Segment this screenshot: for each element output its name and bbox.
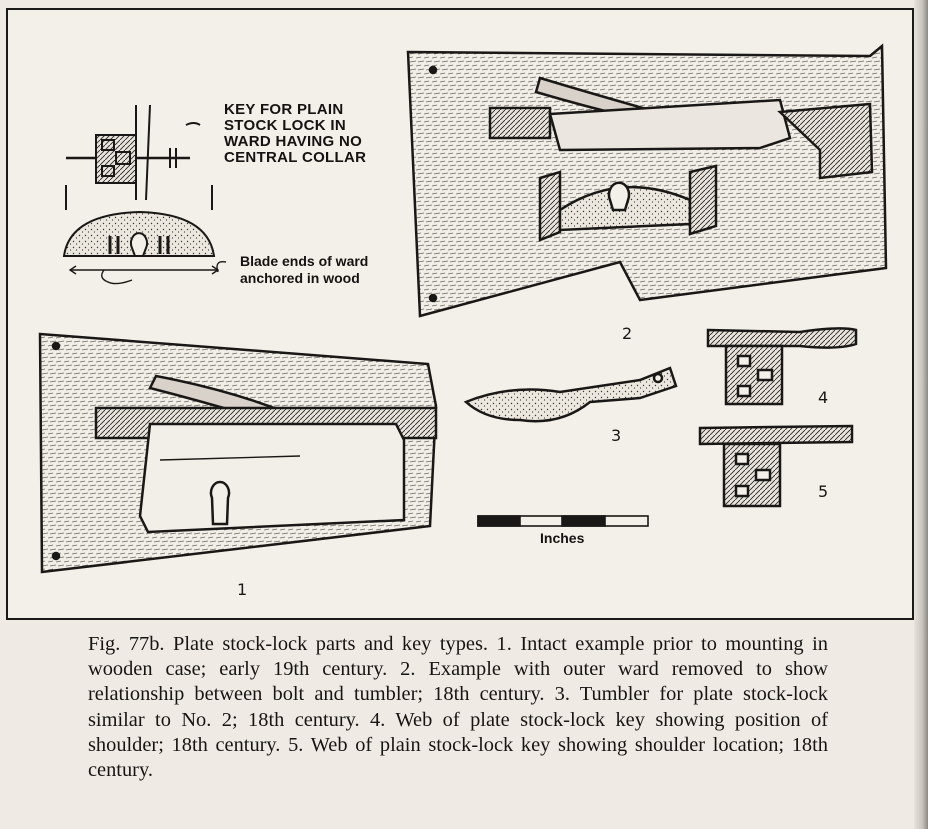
tumbler-3-illustration xyxy=(466,368,676,421)
plain-stock-key-diagram xyxy=(66,105,212,210)
scale-bar xyxy=(478,516,648,526)
ward-blade-diagram xyxy=(64,212,226,284)
part-number-2: 2 xyxy=(622,324,633,343)
page-gutter-shadow xyxy=(914,0,928,829)
lock-2-illustration xyxy=(408,46,886,316)
ward-label: Blade ends of ward anchored in wood xyxy=(240,253,369,286)
figure-caption: Fig. 77b. Plate stock-lock parts and key types. 1. Intact example prior to mounting in wooden case; early 19th century. 2. Example with outer ward removed to show relationship between bolt and tumbler; 18th century. 3. Tumbler for plate stock-lock similar to No. 2; 18th century. 4. Web of plate stock-lock key showing position of shoulder; 18th century. 5. Web of plain stock-lock key showing shoulder location; 18th century. xyxy=(88,633,828,782)
key-5-illustration xyxy=(700,426,852,506)
key-label: KEY FOR PLAIN STOCK LOCK IN WARD HAVING NO CENTRAL COLLAR xyxy=(224,101,367,166)
part-number-4: 4 xyxy=(818,388,829,407)
scale-label: Inches xyxy=(540,530,585,546)
part-number-3: 3 xyxy=(611,426,622,445)
part-number-1: 1 xyxy=(237,580,248,599)
key-4-illustration xyxy=(708,328,856,404)
lock-1-illustration xyxy=(40,334,436,572)
part-number-5: 5 xyxy=(818,482,829,501)
